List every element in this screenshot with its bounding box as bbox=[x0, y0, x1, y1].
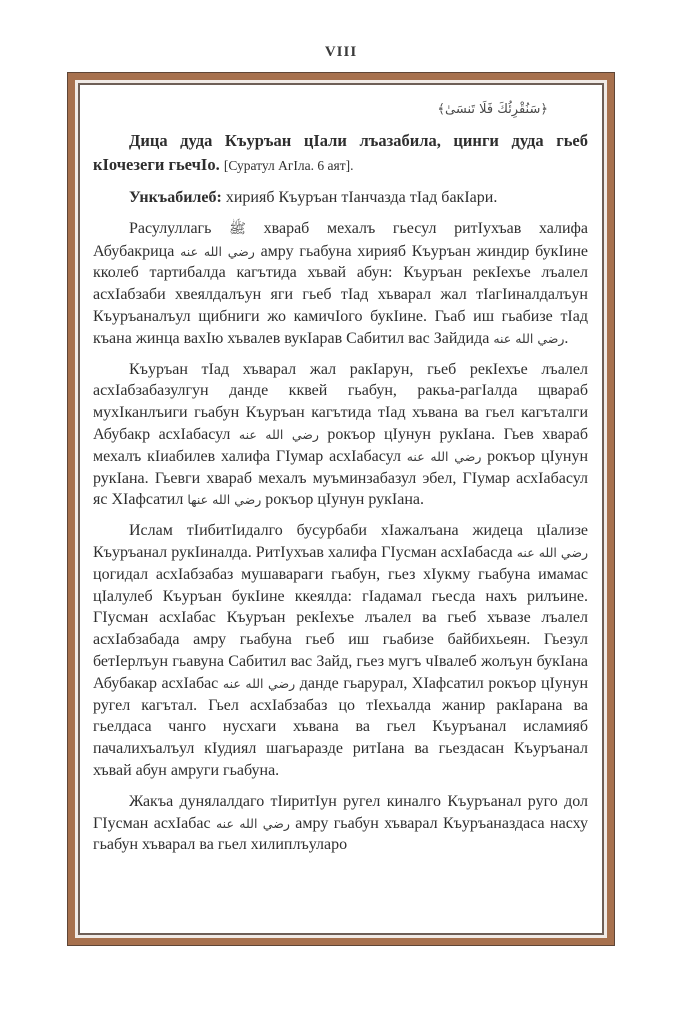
frame-inner-rule bbox=[78, 83, 604, 935]
frame-light-band bbox=[75, 80, 607, 938]
body-paragraph bbox=[93, 218, 588, 350]
arabic-phrase: رضي الله عنه bbox=[493, 330, 565, 346]
text-run: данде гьарурал, ХIафсатил рокъор цIунун ругел кагътал. Гьел асхIабзабаз цо тIехьалда жанир ракIарана ва гьелдаса чанго нусхаги хъвана ва гьел Къуръанал исламияб пачалихъалъул кIудиял шагьаразде ритIана ва гьездасан Къуръанал хъвай абун амруги гьабуна. bbox=[93, 674, 589, 779]
arabic-phrase: رضي الله عنها bbox=[187, 492, 262, 508]
text-run: рокъор цIунун рукIана. bbox=[261, 491, 425, 509]
section-lead-label: Ункъабилеб: bbox=[129, 189, 222, 206]
arabic-phrase: رضي الله عنه bbox=[215, 815, 290, 831]
text-run: Жакъа дунялалдаго тIиритIун ругел киналго Къуръанал руго дол ГIусман асхIабас bbox=[93, 792, 588, 832]
text-run: Ислам тIибитIидалго бусурбаби хIажалъана жидеца цIализе Къуръанал рукIиналда. РитIухъав халифа ГIусман асхIабасда bbox=[93, 522, 588, 561]
arabic-phrase: رضي الله عنه bbox=[238, 426, 319, 442]
text-run: цогидал асхIабзабаз мушавараги гьабун, гьез хIукму гьабуна имамас цIалулеб Къуръан букIине ккеялда: гIадамал гьесда нахъ рилъине. ГIусман асхIабас Къуръан рекIехъе лъалел ва гьеб хъвазе лъалел асхIабзабада амру гьабуна гьеб иш гьабизе байбихьеян. Гьезул бетIерлъун гьавуна Сабитил вас Зайд, гьез мугъ чIвалеб жолъун букIана Абубакар асхIабас bbox=[93, 565, 588, 692]
ornamental-border-frame bbox=[67, 72, 615, 946]
section-lead-text: хирияб Къуръан тIанчазда тIад бакIари. bbox=[225, 189, 498, 206]
verse-translation-text: Дица дуда Къуръан цIали лъазабила, цинги дуда гьеб кIочезеги гьечIо. bbox=[93, 131, 588, 174]
arabic-phrase: رضي الله عنه bbox=[222, 675, 296, 691]
text-run: Расулуллагь bbox=[129, 219, 230, 237]
text-run: рокъор цIунун рукIана. Гьев хвараб мехалъ кIиабилев халифа ГIумар асхIабасул bbox=[93, 425, 588, 465]
text-run: . bbox=[564, 329, 569, 347]
body-paragraph bbox=[93, 791, 588, 856]
arabic-phrase: رضي الله عنه bbox=[180, 243, 255, 259]
section-lead-line bbox=[93, 187, 588, 209]
text-run: рокъор цIунун рукIана. Гьевги хвараб мехалъ муъминзабазул эбел, ГIумар асхIабасул яс ХIафсатил bbox=[93, 447, 589, 509]
body-paragraph bbox=[93, 359, 588, 512]
arabic-phrase: رضي الله عنه bbox=[406, 448, 482, 464]
arabic-phrase: رضي الله عنه bbox=[516, 544, 588, 560]
text-run: амру гьабун хъварал Къуръаназдаса насху гьабун хъварал ва гьел хилиплъуларо bbox=[93, 814, 588, 854]
text-run: Къуръан тIад хъварал жал ракIарун, гьеб рекIехъе лъалел асхIабзабазулгун данде кквей гьабун, ракьа-рагIалда щвараб мухIканлъиги гьабун Къуръан кагътида тIад хъвана ва гьел кагъталги Абубакр асхIабасул bbox=[93, 360, 588, 443]
page-content bbox=[80, 85, 602, 933]
text-run: амру гьабуна хирияб Къуръан жиндир букIине кколеб тартибалда кагътида хъвай абун: Къуръан рекIехъе лъалел асхIабзаби хвеялдалъун яги гьеб тIад хъварал жал тIагIиналдалъун Къуръаналъул щибниги жо камичIого букIине. Гьаб иш гьабизе тIад къана жинца вахIю хъвалев вукIарав Сабитил вас Зайдида bbox=[93, 242, 588, 347]
verse-translation-heading bbox=[93, 129, 588, 177]
arabic-quran-verse: ﴿سَنُقْرِئُكَ فَلَا تَنسَىٰ﴾ bbox=[437, 102, 548, 117]
saw-calligraphy-symbol: ﷺ bbox=[229, 220, 246, 237]
text-run: хвараб мехалъ гьесул ритIухъав халифа Абубакрица bbox=[93, 219, 588, 260]
body-paragraph bbox=[93, 520, 588, 782]
page-number: VIII bbox=[324, 44, 358, 60]
surah-reference: [Суратул АгIла. 6 аят]. bbox=[223, 157, 354, 173]
